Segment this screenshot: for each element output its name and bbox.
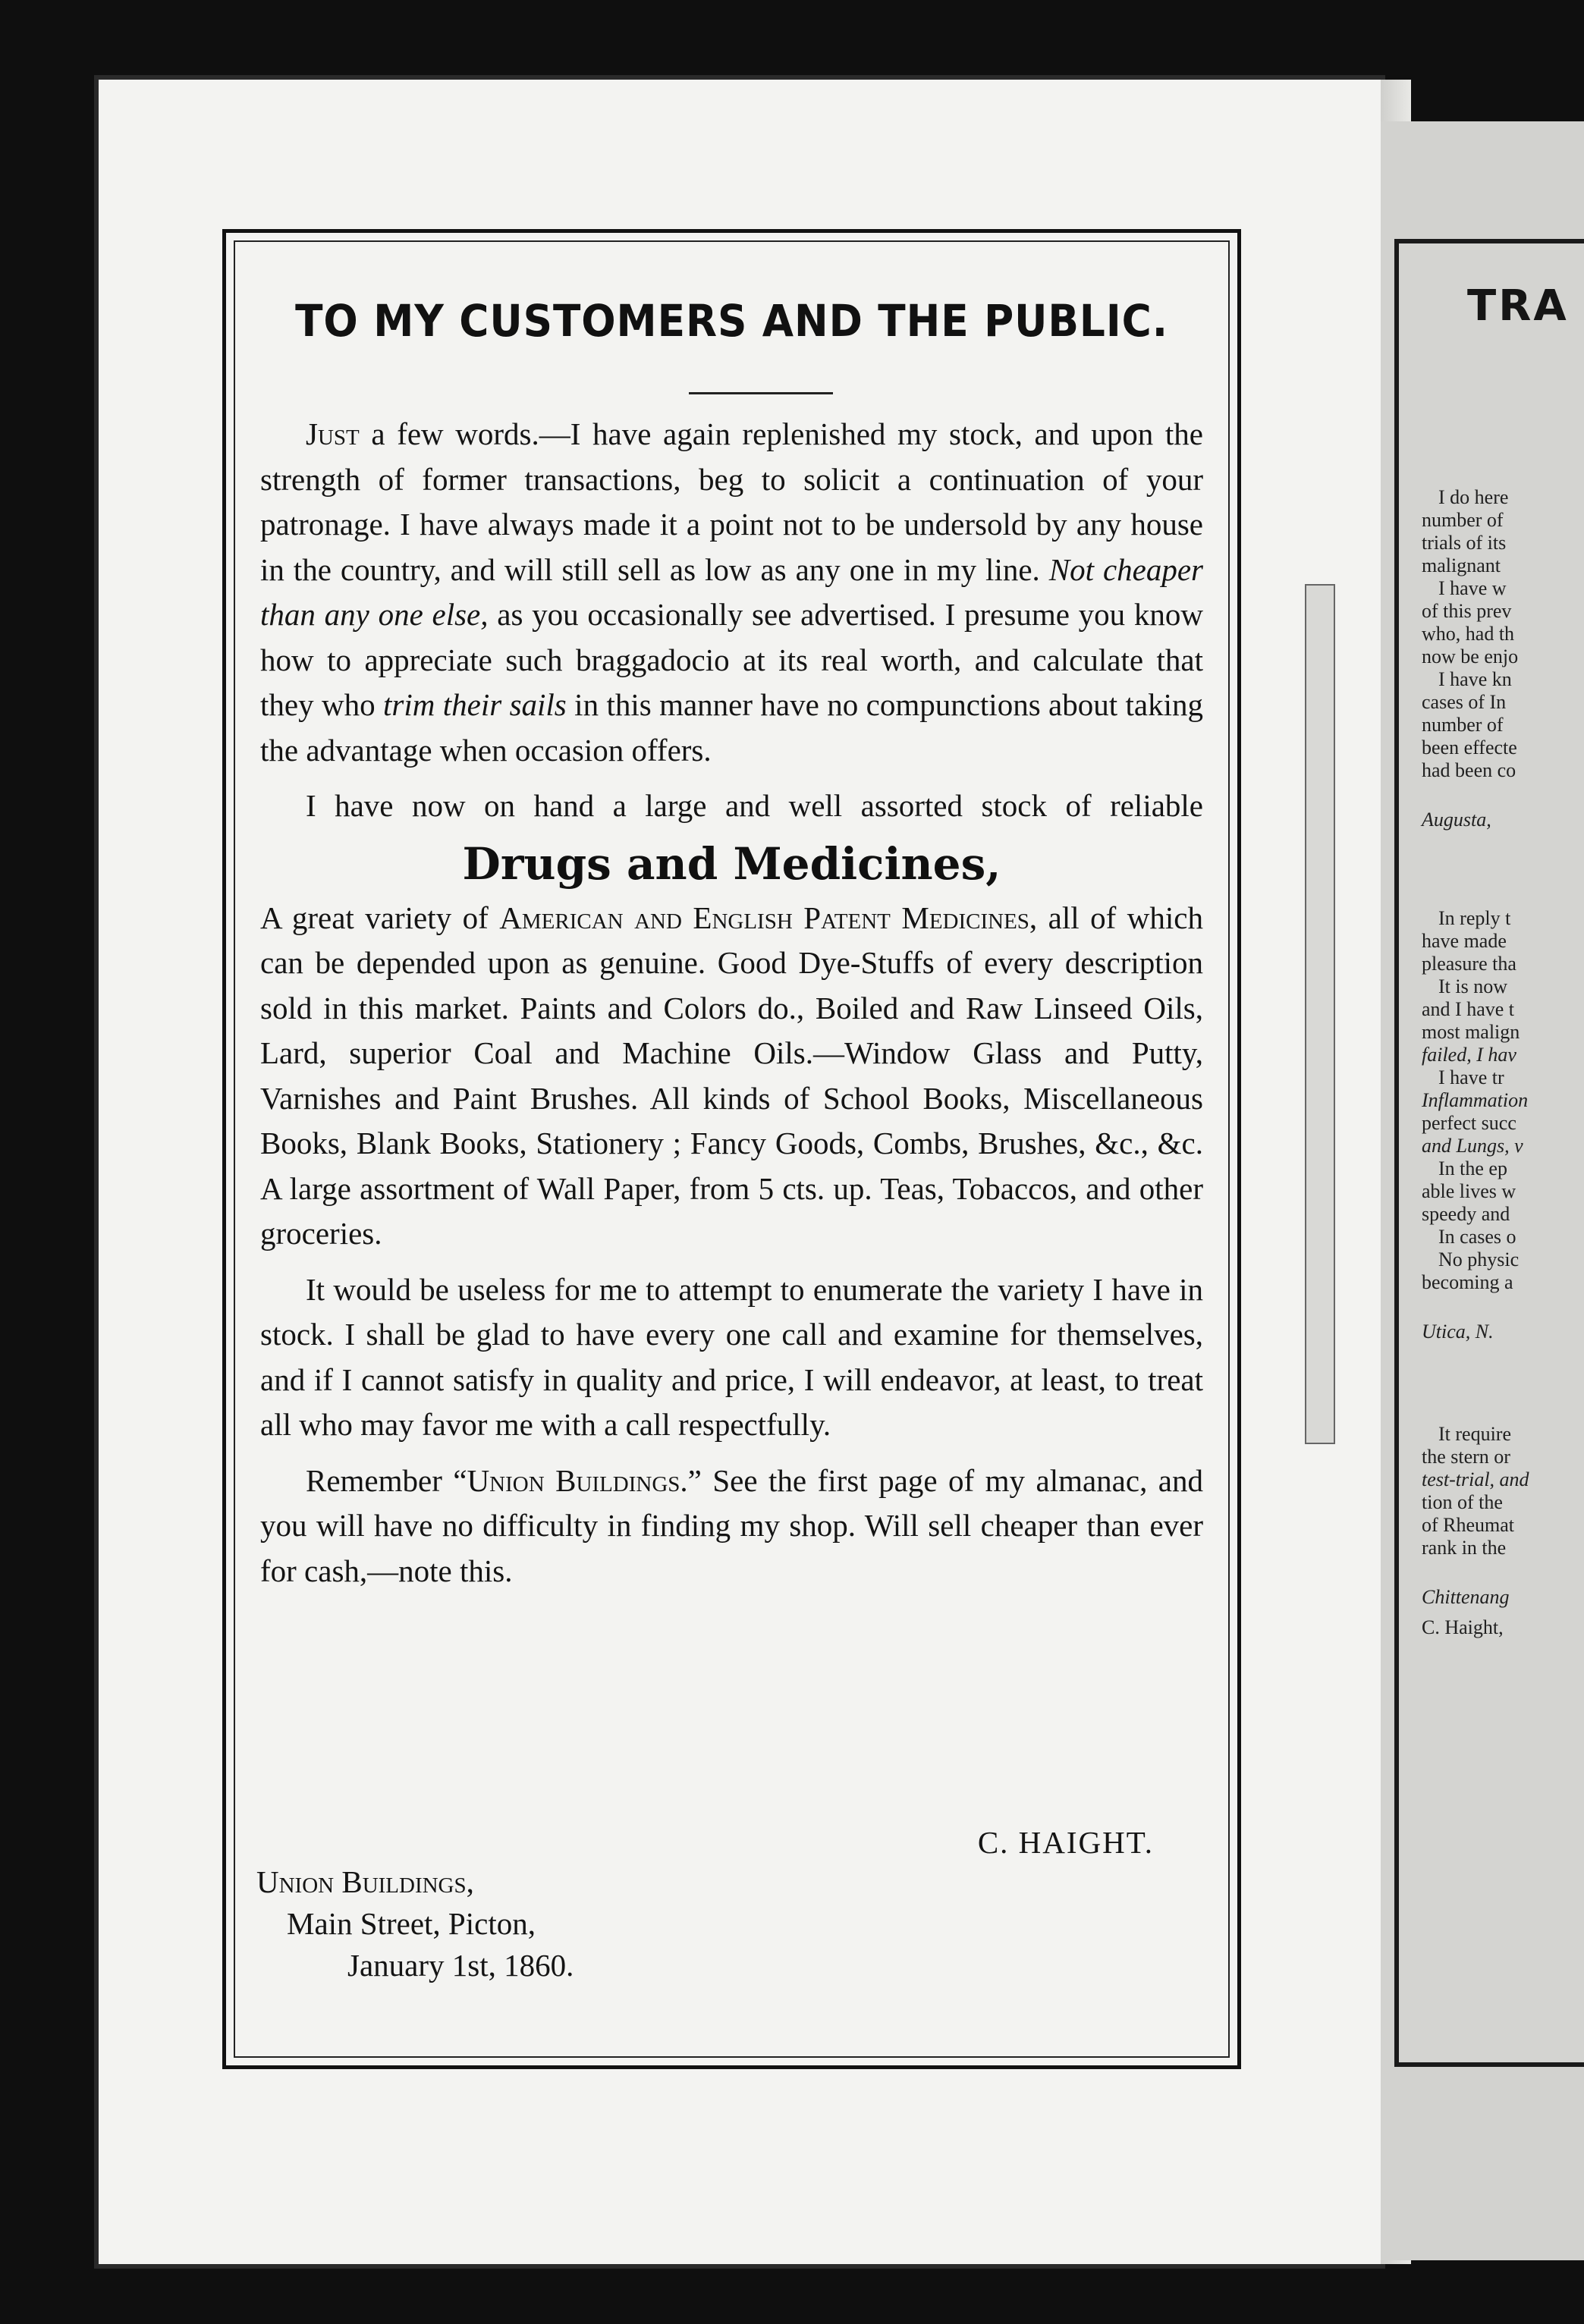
address-line-2: Main Street, Picton, — [287, 1906, 536, 1941]
right-page-line: test-trial, and — [1422, 1468, 1529, 1490]
right-page-line: rank in the — [1422, 1537, 1507, 1559]
right-page-line: malignant — [1422, 554, 1501, 576]
intro-text: a few words.—I have again replenished my stock, and upon the strength of former transactions, beg to solicit a continuation of your patronage. I have always made it a point not to be undersold by any house in the country, and will still sell as low as any one in my line. — [260, 416, 1203, 587]
right-page-line: Augusta, — [1422, 809, 1491, 831]
address-line-3: January 1st, 1860. — [347, 1948, 574, 1983]
right-page-line: failed, I hav — [1422, 1044, 1516, 1066]
intro-lead: Just — [306, 416, 360, 451]
right-page-line: C. Haight, — [1422, 1616, 1504, 1638]
right-page-line: becoming a — [1422, 1271, 1513, 1293]
title-rule — [689, 392, 833, 394]
right-page-line: I have w — [1438, 577, 1507, 599]
paragraph-remember — [260, 1459, 1203, 1594]
advertisement-frame — [222, 229, 1241, 2069]
right-page-line: who, had th — [1422, 623, 1515, 645]
products-text: all of which can be depended upon as genuine. Good Dye-Stuffs of every description sold in this market. Paints and Colors do., Boiled and Raw Linseed Oils, Lard, superior Coal and Machine Oils.—Window Glass and Putty, Varnishes and Paint Brushes. All kinds of School Books, Miscellaneous Books, Blank Books, Stationery ; Fancy Goods, Combs, Brushes, &c., &c. A large assortment of Wall Paper, from 5 cts. up. Teas, Tobaccos, and other groceries. — [260, 900, 1203, 1251]
right-page-line: of Rheumat — [1422, 1514, 1515, 1536]
intro-end: in this manner have no compunctions about taking the advantage when occasion offers. — [260, 687, 1204, 768]
signature: C. HAIGHT. — [977, 1825, 1154, 1860]
right-page-line: In the ep — [1438, 1157, 1507, 1179]
right-page-line: trials of its — [1422, 532, 1507, 554]
right-page-line: It is now — [1438, 975, 1507, 997]
remember-text: ” See the first page of my almanac, and you will have no difficulty in finding my shop. Will sell cheaper than ever for cash,—note this. — [260, 1462, 1203, 1588]
right-page-line: pleasure tha — [1422, 953, 1516, 975]
right-page-line: tion of the — [1422, 1491, 1503, 1513]
right-page-line: number of — [1422, 509, 1504, 531]
right-page-line: been effecte — [1422, 736, 1517, 758]
stock-text: I have now on hand a large and well assorted stock of reliable — [306, 788, 1203, 823]
right-page-line: able lives w — [1422, 1180, 1516, 1202]
right-page-line: I have tr — [1438, 1066, 1504, 1088]
advertisement-title: TO MY CUSTOMERS AND THE PUBLIC. — [295, 295, 1168, 347]
drugs-heading: Drugs and Medicines, — [462, 837, 1001, 890]
right-page-line: and I have t — [1422, 998, 1515, 1020]
right-page-advertisement-frame — [1394, 239, 1584, 2067]
right-page-line: In reply t — [1438, 907, 1511, 929]
address-line-1: Union Buildings, — [256, 1864, 474, 1899]
right-page-line: now be enjo — [1422, 645, 1519, 667]
right-page-line: Chittenang — [1422, 1586, 1510, 1608]
right-page-line: and Lungs, v — [1422, 1135, 1523, 1157]
right-page-title: TRA — [1467, 281, 1569, 331]
binding-tape — [1305, 584, 1335, 1444]
right-page-line: I have kn — [1438, 668, 1512, 690]
right-page-line: the stern or — [1422, 1446, 1510, 1468]
remember-start: Remember “ — [306, 1462, 467, 1498]
right-page-line: Utica, N. — [1422, 1321, 1494, 1343]
right-page-line: have made — [1422, 930, 1507, 952]
right-page-line: No physic — [1438, 1248, 1520, 1270]
paragraph-enumerate — [260, 1267, 1203, 1448]
right-page-line: speedy and — [1422, 1203, 1510, 1225]
right-page-line: most malign — [1422, 1021, 1520, 1043]
remember-small-caps: Union Buildings. — [467, 1462, 688, 1498]
right-page-line: of this prev — [1422, 600, 1512, 622]
right-page-line: I do here — [1438, 486, 1509, 508]
right-page-line: number of — [1422, 714, 1504, 736]
right-page-line: perfect succ — [1422, 1112, 1516, 1134]
right-page-line: cases of In — [1422, 691, 1507, 713]
intro-continued: as you occasionally see advertised. I presume you know how to appreciate such braggadocio at its real worth, and calculate that they who — [260, 597, 1203, 722]
products-small-caps: American and English Patent Medicines, — [499, 900, 1038, 935]
right-page-line: In cases o — [1438, 1226, 1516, 1248]
paragraph-intro — [260, 412, 1203, 773]
intro-italic: Not cheaper than any one else, — [260, 551, 1203, 632]
right-page-line: had been co — [1422, 759, 1516, 781]
paragraph-stock — [260, 784, 1203, 829]
enumerate-text: It would be useless for me to attempt to enumerate the variety I have in stock. I shall be glad to have every one call and examine for themselves, and if I cannot satisfy in quality and price, I will endeavor, at least, to treat all who may favor me with a call respectfully. — [260, 1271, 1203, 1442]
intro-italic-2: trim their sails — [383, 687, 567, 722]
products-start: A great variety of — [260, 900, 500, 935]
right-page-line: Inflammation — [1422, 1089, 1529, 1111]
advertisement-body — [260, 412, 1203, 1594]
right-page-line: It require — [1438, 1423, 1512, 1445]
paragraph-products — [260, 896, 1203, 1257]
